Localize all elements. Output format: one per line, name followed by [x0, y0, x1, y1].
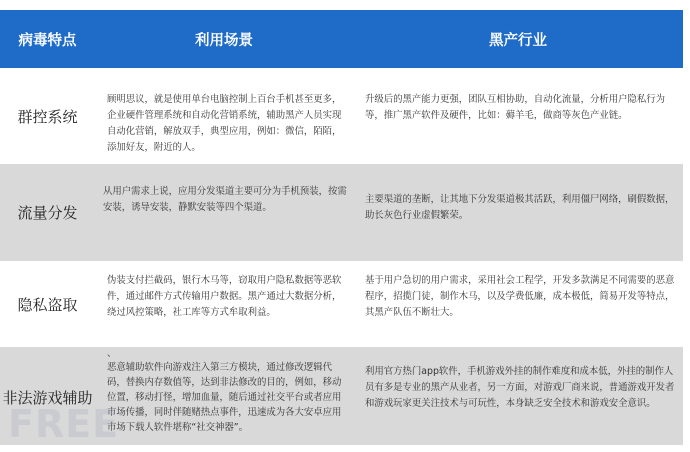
industry-cell: [353, 261, 683, 347]
industry-text: 基于用户急切的用户需求，采用社会工程学，开发多款满足不同需要的恶意程序，招揽门徒，制作木马，以及学费低廉，成本极低，简易开发等特点，其黑产队伍不断壮大。: [365, 275, 675, 318]
industry-cell: [353, 347, 683, 445]
scenario-cell: [95, 68, 353, 164]
watermark-logo: FREE: [8, 402, 120, 446]
virus-feature-table: [0, 10, 683, 445]
scenario-cell: [95, 347, 353, 445]
table-header: [0, 10, 683, 68]
industry-cell: [353, 68, 683, 164]
scenario-text: 伪装支付拦截码，银行木马等，窃取用户隐私数据等恶软 件，通过邮件方式传输用户数据。黑产通过大数据分析，绕过风控策略，社工库等方式牟取利益。: [107, 275, 351, 318]
scenario-text: 顾明思议，就是使用单台电脑控制上百台手机甚至更多，企业硬件管理系统和自动化营销系统，辅助黑产人员实现自动化营销，解放双手，典型应用，例如：微信，陌陌，添加好友，附近的人。: [107, 94, 342, 153]
header-industry: 黑产行业: [489, 32, 547, 49]
table-row: [0, 68, 683, 164]
feature-cell: 非法游戏辅助: [2, 388, 93, 407]
industry-text: 主要渠道的垄断，让其地下分发渠道极其活跃，利用僵尸网络，刷假数据，助长灰色行业虚假繁荣。: [365, 194, 675, 221]
scenario-text: 从用户需求上说，应用分发渠道主要可分为手机预装，按需安装，诱导安装，静默安装等四个渠道。: [103, 186, 347, 213]
table-row: [0, 164, 683, 261]
feature-cell: 群控系统: [17, 107, 78, 126]
header-feature: 病毒特点: [18, 32, 77, 49]
industry-cell: [353, 164, 683, 261]
table-row: [0, 261, 683, 347]
scenario-cell: [95, 164, 353, 261]
scenario-text: 恶意辅助软件向游戏注入第三方模块，通过修改逻辑代码，替换内存数值等，达到非法修改的目的，例如，移动位置，移动打怪，增加血量，随后通过社交平台或者应用市场传播，同时伴随赌热点事件，迅速成为各大安卓应用市场下载人软件堪称“社交神器”。: [107, 362, 342, 433]
industry-text: 升级后的黑产能力更强，团队互相协助，自动化流量，分析用户隐私行为等，推广黑产软件及硬件，比如：薅羊毛，做商等灰色产业链。: [365, 94, 666, 121]
header-scenario: 利用场景: [195, 32, 253, 49]
scenario-mark: 、: [107, 348, 117, 359]
feature-cell: 流量分发: [17, 204, 78, 222]
scenario-cell: [95, 261, 353, 347]
feature-cell: 隐私盗取: [17, 295, 78, 314]
industry-text: 利用官方热门app软件，手机游戏外挂的制作难度和成本低，外挂的制作人员有多是专业的黑产从业者，另一方面，对游戏厂商来说，普通游戏开发者和游戏玩家更关注技术与可玩性，本身缺乏安全技术和游戏安全意识。: [365, 366, 675, 409]
